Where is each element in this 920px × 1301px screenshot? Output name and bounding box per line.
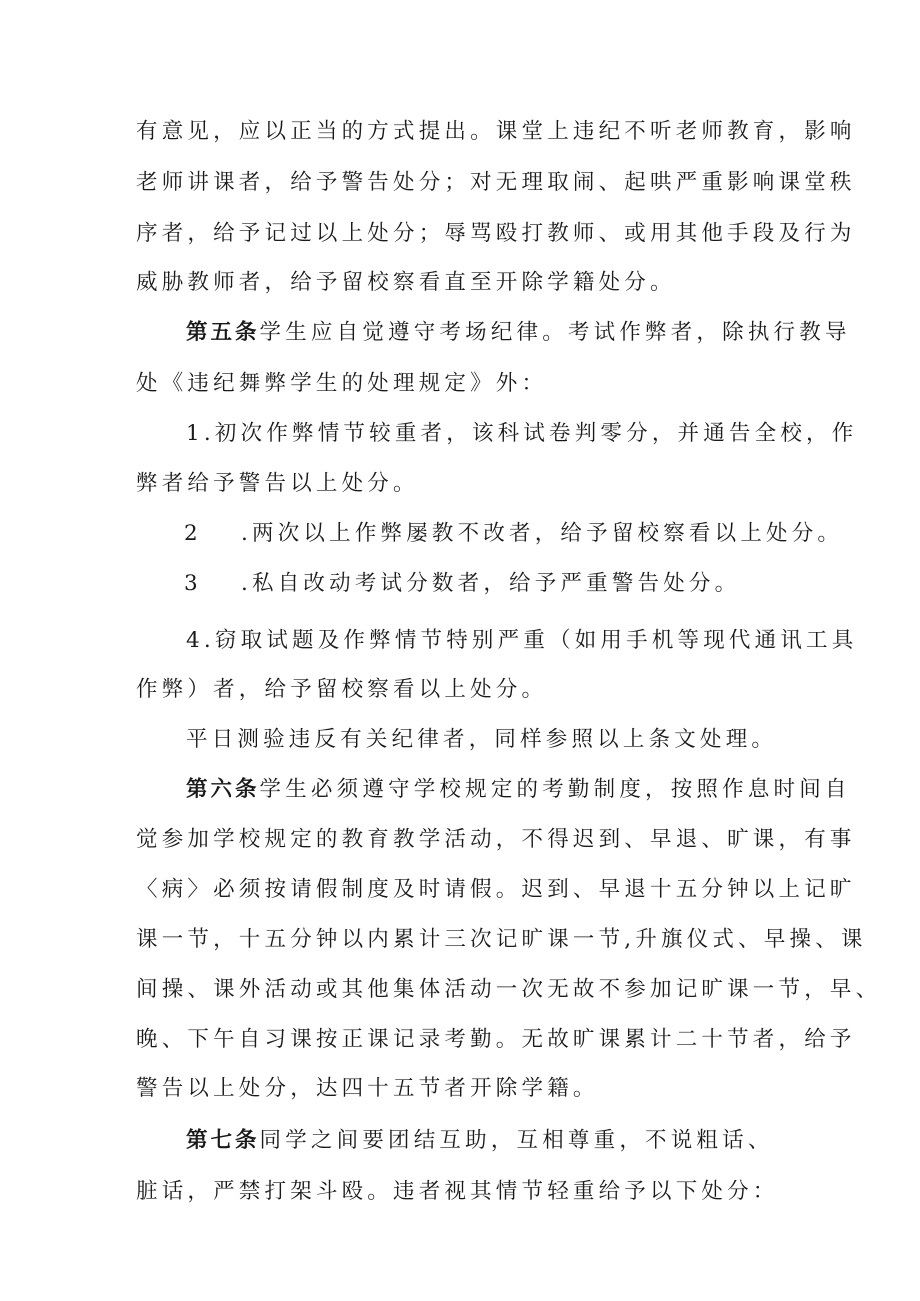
list-text: .初次作弊情节较重者，该科试卷判零分，并通告全校，作	[203, 421, 858, 446]
paragraph-line: 间操、课外活动或其他集体活动一次无故不参加记旷课一节，早、	[136, 977, 882, 1002]
paragraph-line: 老师讲课者，给予警告处分；对无理取闹、起哄严重影响课堂秩	[136, 170, 856, 195]
paragraph-line: 弊者给予警告以上处分。	[136, 471, 419, 496]
article-5-heading: 第五条	[186, 320, 260, 345]
article-7-heading: 第七条	[186, 1128, 260, 1153]
article-6-heading: 第六条	[186, 777, 260, 802]
paragraph-line: 有意见，应以正当的方式提出。课堂上违纪不听老师教育，影响	[136, 119, 856, 144]
list-number: 3	[184, 571, 202, 596]
list-number: 1	[186, 421, 204, 446]
article-5-first-line	[186, 318, 851, 348]
paragraph-line: 处《违纪舞弊学生的处理规定》外：	[136, 371, 548, 396]
list-item-3	[184, 569, 740, 599]
paragraph-line: 平日测验违反有关纪律者，同样参照以上条文处理。	[186, 727, 778, 752]
paragraph-line: 课一节，十五分钟以内累计三次记旷课一节,升旗仪式、早操、课	[136, 927, 867, 952]
list-item-1	[186, 419, 857, 449]
paragraph-line: 警告以上处分，达四十五节者开除学籍。	[136, 1076, 599, 1101]
paragraph-line: 作弊）者，给予留校察看以上处分。	[136, 677, 548, 702]
list-text: .私自改动考试分数者，给予严重警告处分。	[241, 571, 741, 596]
list-text: .窃取试题及作弊情节特别严重（如用手机等现代通讯工具	[203, 628, 858, 653]
article-7-text: 同学之间要团结互助，互相尊重，不说粗话、	[259, 1128, 774, 1153]
paragraph-line: 晚、下午自习课按正课记录考勤。无故旷课累计二十节者，给予	[136, 1027, 856, 1052]
article-6-first-line	[186, 775, 851, 805]
paragraph-line: 脏话，严禁打架斗殴。违者视其情节轻重给予以下处分：	[136, 1179, 779, 1204]
paragraph-line: 序者，给予记过以上处分；辱骂殴打教师、或用其他手段及行为	[136, 221, 856, 246]
article-6-text: 学生必须遵守学校规定的考勤制度，按照作息时间自	[259, 777, 851, 802]
paragraph-line: 觉参加学校规定的教育教学活动，不得迟到、早退、旷课，有事	[136, 827, 856, 852]
article-7-first-line	[186, 1126, 774, 1156]
paragraph-line: 〈病〉必须按请假制度及时请假。迟到、早退十五分钟以上记旷	[136, 877, 856, 902]
list-number: 2	[184, 521, 202, 546]
list-text: .两次以上作弊屡教不改者，给予留校察看以上处分。	[241, 521, 844, 546]
paragraph-line: 威胁教师者，给予留校察看直至开除学籍处分。	[136, 270, 676, 295]
list-item-2	[184, 519, 843, 549]
list-item-4	[186, 626, 857, 656]
article-5-text: 学生应自觉遵守考场纪律。考试作弊者，除执行教导	[259, 320, 851, 345]
list-number: 4	[186, 628, 204, 653]
